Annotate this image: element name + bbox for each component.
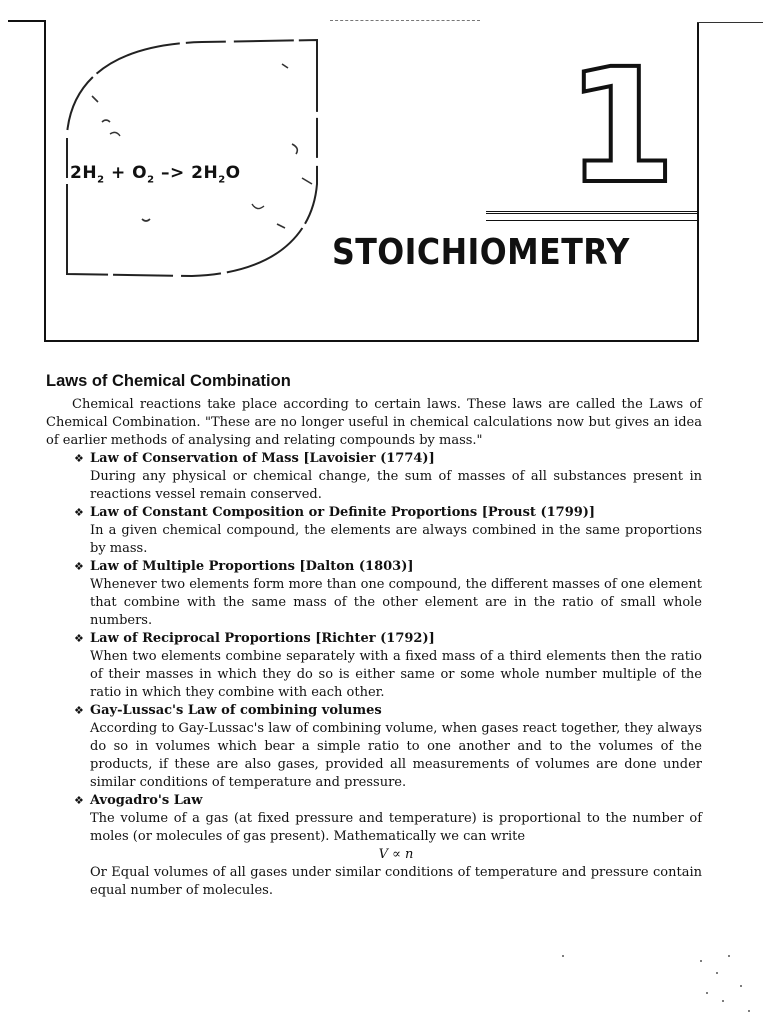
equation-product-tail: O: [225, 163, 241, 183]
section-body: [46, 396, 702, 900]
law-title-text: Law of Multiple Proportions [Dalton (1803)]: [90, 559, 414, 574]
diamond-bullet-icon: ❖: [74, 452, 84, 465]
header-frame-left-line: [44, 20, 46, 342]
diamond-bullet-icon: ❖: [74, 704, 84, 717]
law-title: [46, 450, 702, 468]
leaf-illustration: [62, 34, 324, 280]
diamond-bullet-icon: ❖: [74, 506, 84, 519]
law-item: [46, 792, 702, 900]
law-title: [46, 702, 702, 720]
title-rule: [486, 220, 698, 221]
law-item: [46, 558, 702, 630]
law-title: [46, 630, 702, 648]
law-description: During any physical or chemical change, the sum of masses of all substances present in reactions vessel remain conserved.: [90, 469, 702, 502]
law-title-text: Law of Conservation of Mass [Lavoisier (1774)]: [90, 451, 435, 466]
law-item: [46, 702, 702, 792]
law-description: The volume of a gas (at fixed pressure and temperature) is proportional to the number of moles (or molecules of gas present). Mathematically we can write: [90, 811, 702, 844]
law-item: [46, 504, 702, 558]
law-description: In a given chemical compound, the elements are always combined in the same proportions by mass.: [90, 523, 702, 556]
law-description: According to Gay-Lussac's law of combining volume, when gases react together, they always do so in volumes which bear a simple ratio to one another and to the volumes of the products, if these are also gases, provided all measurements of volumes are done under similar conditions of temperature and pressure.: [90, 721, 702, 790]
scan-speck: [706, 992, 708, 994]
scan-speck: [716, 972, 718, 974]
header-frame-right-line: [697, 22, 699, 342]
diamond-bullet-icon: ❖: [74, 632, 84, 645]
equation-subscript: 2: [218, 174, 226, 186]
scan-speck: [728, 955, 730, 957]
header-frame-top-dash: [330, 20, 480, 21]
law-title-text: Avogadro's Law: [90, 793, 203, 808]
law-description-continued: Or Equal volumes of all gases under similar conditions of temperature and pressure contain equal number of molecules.: [90, 865, 702, 898]
law-title: [46, 558, 702, 576]
law-title: [46, 792, 702, 810]
scan-speck: [740, 985, 742, 987]
equation-reactant-2: + O: [104, 163, 148, 183]
header-frame-bottom-line: [44, 340, 698, 342]
law-item: [46, 450, 702, 504]
chemical-equation: [70, 163, 241, 185]
equation-subscript: 2: [97, 174, 105, 186]
scan-speck: [722, 1000, 724, 1002]
equation-product: –> 2H: [154, 163, 219, 183]
law-title-text: Gay-Lussac's Law of combining volumes: [90, 703, 382, 718]
diamond-bullet-icon: ❖: [74, 794, 84, 807]
diamond-bullet-icon: ❖: [74, 560, 84, 573]
scan-speck: [700, 960, 702, 962]
chapter-title: STOICHIOMETRY: [332, 232, 630, 273]
law-description: When two elements combine separately with a fixed mass of a third elements then the ratio of their masses in which they do so is either same or some whole number multiple of the ratio in which they combine with each other.: [90, 649, 702, 700]
header-frame-corner-line: [697, 22, 763, 23]
law-title-text: Law of Reciprocal Proportions [Richter (1792)]: [90, 631, 435, 646]
equation-subscript: 2: [147, 174, 155, 186]
scan-speck: [562, 955, 564, 957]
equation-reactant-1: 2H: [70, 163, 98, 183]
chapter-number: 1: [566, 35, 676, 219]
intro-paragraph: Chemical reactions take place according to certain laws. These laws are called the Laws of Chemical Combination. "These are no longer useful in chemical calculations now but gives an idea of earlier methods of analysing and relating compounds by mass.": [46, 397, 702, 448]
scan-speck: [748, 1010, 750, 1012]
proportionality-formula: V ∝ n: [378, 847, 414, 862]
law-description: Whenever two elements form more than one compound, the different masses of one element that combine with the same mass of the other element are in the ratio of small whole numbers.: [90, 577, 702, 628]
header-frame-top-line: [8, 20, 46, 22]
section-heading: Laws of Chemical Combination: [46, 372, 291, 390]
law-item: [46, 630, 702, 702]
law-title: [46, 504, 702, 522]
law-title-text: Law of Constant Composition or Definite Proportions [Proust (1799)]: [90, 505, 596, 520]
